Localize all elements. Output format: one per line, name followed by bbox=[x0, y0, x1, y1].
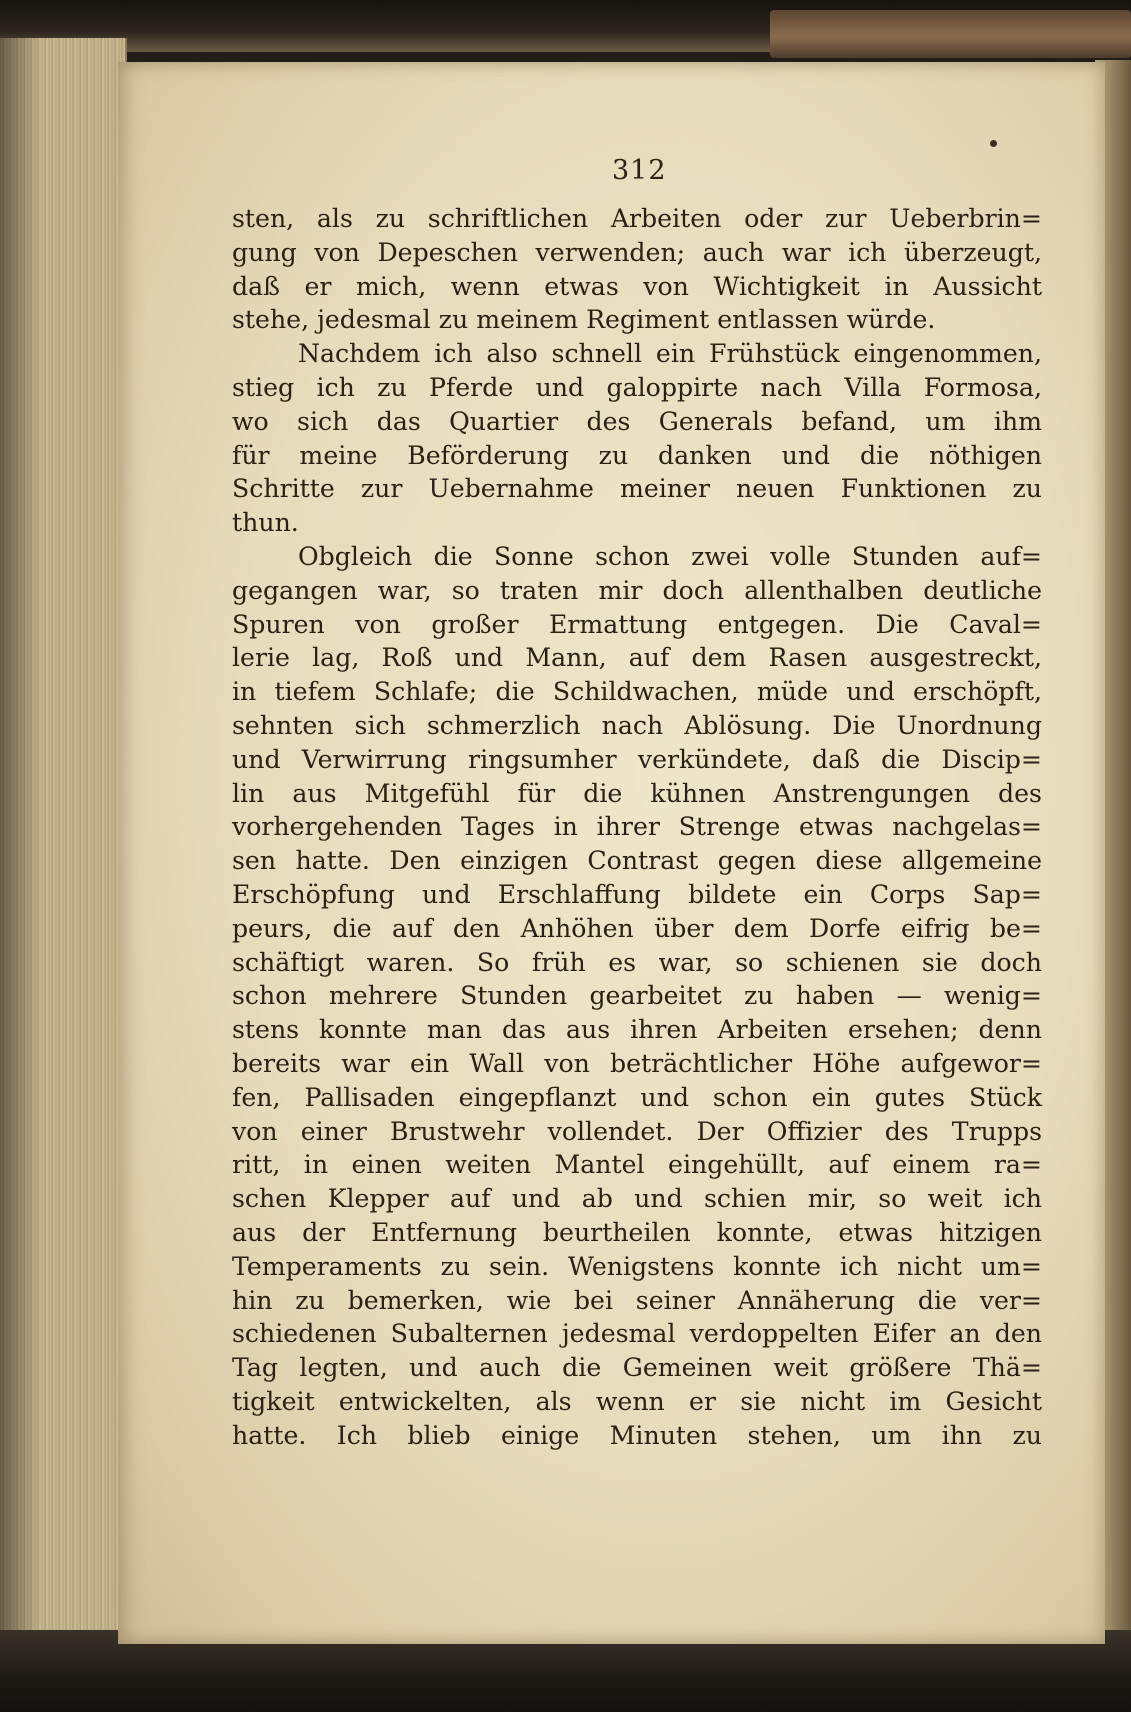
text-line: wo sich das Quartier des Generals befand, um ihm bbox=[232, 406, 1042, 436]
page-stack-shadow bbox=[0, 38, 40, 1638]
text-line: vorhergehenden Tages in ihrer Strenge etwas nachgelas= bbox=[232, 812, 1042, 842]
text-line: in tiefem Schlafe; die Schildwachen, müde und erschöpft, bbox=[232, 677, 1042, 707]
text-line: daß er mich, wenn etwas von Wichtigkeit in Aussicht bbox=[232, 271, 1042, 301]
text-line: von einer Brustwehr vollendet. Der Offizier des Trupps bbox=[232, 1116, 1042, 1146]
book-cover-edge bbox=[770, 10, 1131, 58]
text-line: Spuren von großer Ermattung entgegen. Die Caval= bbox=[232, 609, 1042, 639]
text-line: Nachdem ich also schnell ein Frühstück eingenommen, bbox=[298, 339, 1042, 369]
page-number: 312 bbox=[612, 155, 667, 186]
text-line: stieg ich zu Pferde und galoppirte nach Villa Formosa, bbox=[232, 372, 1042, 402]
text-line: Schritte zur Uebernahme meiner neuen Funktionen zu bbox=[232, 474, 1042, 504]
text-line: und Verwirrung ringsumher verkündete, daß die Discip= bbox=[232, 744, 1042, 774]
text-line: tigkeit entwickelten, als wenn er sie nicht im Gesicht bbox=[232, 1386, 1042, 1416]
text-line: Erschöpfung und Erschlaffung bildete ein Corps Sap= bbox=[232, 879, 1042, 909]
text-line: Temperaments zu sein. Wenigstens konnte ich nicht um= bbox=[232, 1251, 1042, 1281]
text-line: bereits war ein Wall von beträchtlicher Höhe aufgewor= bbox=[232, 1048, 1042, 1078]
text-line: sen hatte. Den einzigen Contrast gegen diese allgemeine bbox=[232, 846, 1042, 876]
text-line: schon mehrere Stunden gearbeitet zu haben — wenig= bbox=[232, 981, 1042, 1011]
text-line: ritt, in einen weiten Mantel eingehüllt, auf einem ra= bbox=[232, 1150, 1042, 1180]
text-line: stehe, jedesmal zu meinem Regiment entlassen würde. bbox=[232, 305, 936, 335]
text-line: hin zu bemerken, wie bei seiner Annäherung die ver= bbox=[232, 1285, 1042, 1315]
body-text bbox=[232, 202, 1042, 1452]
text-line: fen, Pallisaden eingepflanzt und schon ein gutes Stück bbox=[232, 1082, 1042, 1112]
text-line: für meine Beförderung zu danken und die nöthigen bbox=[232, 440, 1042, 470]
text-line: schen Klepper auf und ab und schien mir, so weit ich bbox=[232, 1184, 1042, 1214]
text-line: sehnten sich schmerzlich nach Ablösung. Die Unordnung bbox=[232, 710, 1042, 740]
text-line: peurs, die auf den Anhöhen über dem Dorfe eifrig be= bbox=[232, 913, 1042, 943]
text-line: sten, als zu schriftlichen Arbeiten oder zur Ueberbrin= bbox=[232, 204, 1042, 233]
text-line: schiedenen Subalternen jedesmal verdoppelten Eifer an den bbox=[232, 1319, 1042, 1349]
text-line: gung von Depeschen verwenden; auch war ich überzeugt, bbox=[232, 237, 1042, 267]
text-line: hatte. Ich blieb einige Minuten stehen, um ihn zu bbox=[232, 1420, 1042, 1450]
text-line: thun. bbox=[232, 508, 299, 538]
text-line: schäftigt waren. So früh es war, so schienen sie doch bbox=[232, 947, 1042, 977]
text-line: aus der Entfernung beurtheilen konnte, etwas hitzigen bbox=[232, 1217, 1042, 1247]
text-line: Tag legten, und auch die Gemeinen weit größere Thä= bbox=[232, 1353, 1042, 1383]
text-line: lin aus Mitgefühl für die kühnen Anstrengungen des bbox=[232, 778, 1042, 808]
text-line: gegangen war, so traten mir doch allenthalben deutliche bbox=[232, 575, 1042, 605]
text-line: stens konnte man das aus ihren Arbeiten ersehen; denn bbox=[232, 1015, 1042, 1045]
text-line: Obgleich die Sonne schon zwei volle Stunden auf= bbox=[298, 541, 1042, 571]
ink-speck bbox=[990, 140, 997, 147]
text-line: lerie lag, Roß und Mann, auf dem Rasen ausgestreckt, bbox=[232, 643, 1042, 673]
